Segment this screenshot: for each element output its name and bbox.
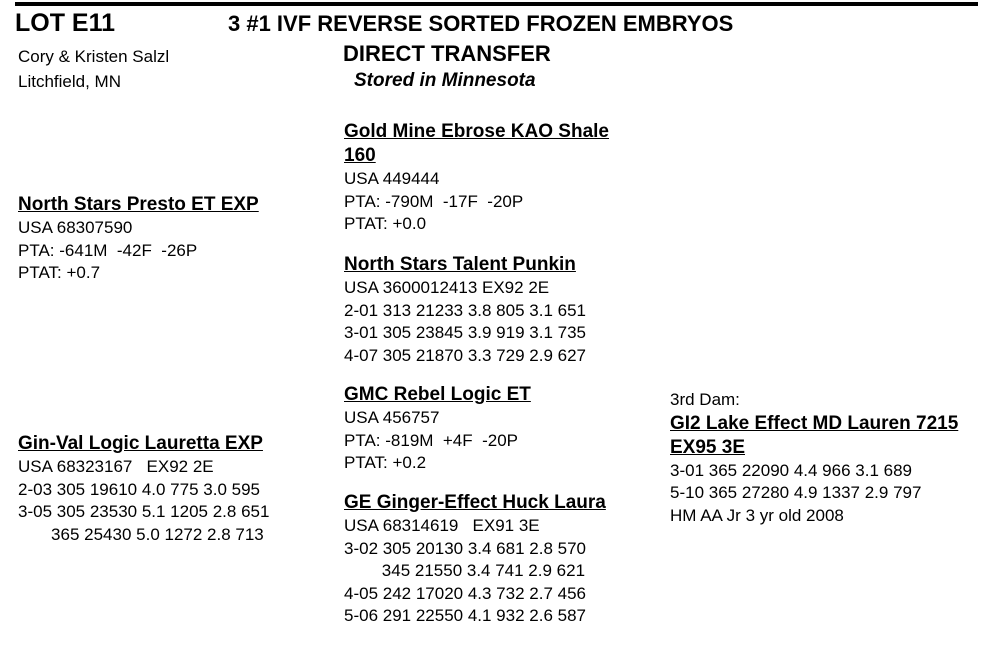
dam-reg: USA 68323167 EX92 2E xyxy=(18,457,214,476)
dam-dam-record: 5-06 291 22550 4.1 932 2.6 587 xyxy=(344,606,586,625)
sire-dam-record: 2-01 313 21233 3.8 805 3.1 651 xyxy=(344,300,586,320)
sire-dam-name: North Stars Talent Punkin xyxy=(344,254,576,275)
dam-sire-ptat: PTAT: +0.2 xyxy=(344,453,427,472)
top-rule xyxy=(15,2,978,6)
third-dam-record: 3-01 365 22090 4.4 966 3.1 689 xyxy=(670,460,912,480)
sire-sire-ptat: PTAT: +0.0 xyxy=(344,214,427,233)
sire-dam-record: 4-07 305 21870 3.3 729 2.9 627 xyxy=(344,345,586,365)
dam-name: Gin-Val Logic Lauretta EXP xyxy=(18,433,263,454)
third-dam-record: 5-10 365 27280 4.9 1337 2.9 797 xyxy=(670,483,922,502)
owner-name: Cory & Kristen Salzl xyxy=(18,47,170,66)
dam-dam-block xyxy=(344,491,606,628)
owner-location: Litchfield, MN xyxy=(18,72,121,91)
dam-record: 3-05 305 23530 5.1 1205 2.8 651 xyxy=(18,502,270,521)
sire-block xyxy=(18,193,259,285)
dam-sire-pta: PTA: -819M +4F -20P xyxy=(344,430,519,450)
sire-dam-record: 3-01 305 23845 3.9 919 3.1 735 xyxy=(344,323,586,342)
sire-sire-name-cont: 160 xyxy=(344,145,376,166)
lot-number: LOT E11 xyxy=(15,9,116,37)
dam-dam-record: 4-05 242 17020 4.3 732 2.7 456 xyxy=(344,583,586,603)
dam-record: 2-03 305 19610 4.0 775 3.0 595 xyxy=(18,479,260,499)
sire-sire-block xyxy=(344,120,609,236)
sire-dam-block xyxy=(344,253,586,367)
sire-name: North Stars Presto ET EXP xyxy=(18,194,259,215)
dam-dam-name: GE Ginger-Effect Huck Laura xyxy=(344,492,606,513)
third-dam-label: 3rd Dam: xyxy=(670,390,740,409)
sire-sire-reg: USA 449444 xyxy=(344,169,440,188)
sire-ptat: PTAT: +0.7 xyxy=(18,263,101,282)
sire-dam-reg: USA 3600012413 EX92 2E xyxy=(344,278,550,297)
sire-pta: PTA: -641M -42F -26P xyxy=(18,240,198,260)
page-subtitle: DIRECT TRANSFER xyxy=(343,41,551,66)
third-dam-block xyxy=(670,389,958,527)
sire-sire-name: Gold Mine Ebrose KAO Shale xyxy=(344,121,609,142)
dam-dam-reg: USA 68314619 EX91 3E xyxy=(344,516,540,535)
dam-record: 365 25430 5.0 1272 2.8 713 xyxy=(18,524,264,544)
dam-sire-block xyxy=(344,383,531,475)
third-dam-name: GI2 Lake Effect MD Lauren 7215 xyxy=(670,412,959,434)
dam-dam-record: 3-02 305 20130 3.4 681 2.8 570 xyxy=(344,538,586,558)
dam-sire-reg: USA 456757 xyxy=(344,408,440,427)
storage-location: Stored in Minnesota xyxy=(354,70,536,91)
third-dam-name-cont: EX95 3E xyxy=(670,436,745,458)
third-dam-award: HM AA Jr 3 yr old 2008 xyxy=(670,505,844,525)
sire-reg: USA 68307590 xyxy=(18,218,133,237)
sire-sire-pta: PTA: -790M -17F -20P xyxy=(344,191,524,211)
page-title: 3 #1 IVF REVERSE SORTED FROZEN EMBRYOS xyxy=(228,11,734,36)
dam-sire-name: GMC Rebel Logic ET xyxy=(344,384,531,405)
dam-block xyxy=(18,432,269,546)
dam-dam-record: 345 21550 3.4 741 2.9 621 xyxy=(344,561,586,580)
